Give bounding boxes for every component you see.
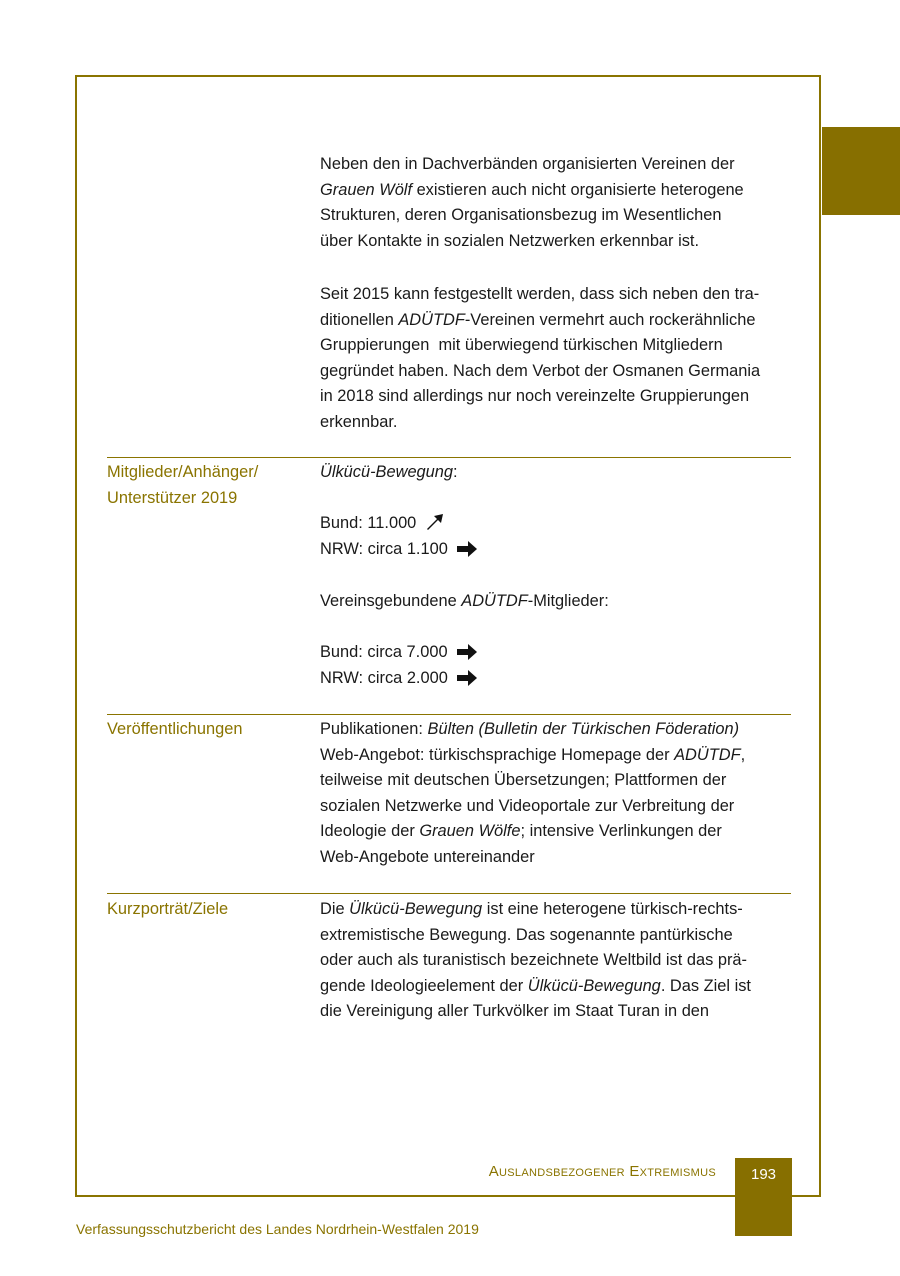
publications-text: Publikationen: Bülten (Bulletin der Türkischen Föderation) Web-Angebot: türkischsprachige Homepage der ADÜTDF, teilweise mit deutschen Übersetzungen; Plattformen der sozialen Netzwerke und Videoportale zur Verbreitung der Ideologie der Grauen Wölfe; intensive Verlinkungen der Web-Angebote untereinander <box>320 720 746 866</box>
bund-count-2: Bund: circa 7.000 <box>320 643 448 661</box>
intro-paragraph-1: Neben den in Dachverbänden organisierten Vereinen der Grauen Wölf existieren auch nicht organisierte heterogene Strukturen, deren Organisationsbezug im Wesentlichen über Kontakte in sozialen Netzwerken erkennbar ist. <box>320 155 744 250</box>
page-number: 193 <box>750 1166 777 1183</box>
italic-term: ADÜTDF <box>398 310 465 329</box>
nrw-count-2: NRW: circa 2.000 <box>320 668 448 687</box>
portrait-text: Die Ülkücü-Bewegung ist eine heterogene türkisch-rechts- extremistische Bewegung. Das sogenannte pantürkische oder auch als turanistisch bezeichnete Weltbild ist das prä- gende Ideologieelement der Ülkücü-Bewegung. Das Ziel ist die Vereinigung aller Turkvölker im Staat Turan in den <box>320 900 751 1021</box>
arrow-right-icon <box>456 670 478 686</box>
arrow-right-icon <box>456 644 478 660</box>
section-divider <box>107 714 791 715</box>
bund-count: Bund: 11.000 <box>320 514 417 532</box>
arrow-up-right-icon <box>425 513 445 531</box>
text-line: Neben den in Dachverbänden organisierten Vereinen der <box>320 155 735 173</box>
members-counts-2 <box>320 640 798 691</box>
footer-text: Verfassungsschutzbericht des Landes Nordrhein-Westfalen 2019 <box>76 1221 479 1237</box>
chapter-tab <box>822 127 900 215</box>
italic-term: Grauen Wölf <box>320 180 413 199</box>
members-counts <box>320 511 798 562</box>
members-subheading: Vereinsgebundene ADÜTDF-Mitglieder: <box>320 592 609 610</box>
portrait-label: Kurzporträt/Ziele <box>107 900 229 918</box>
publications-label: Veröffentlichungen <box>107 720 243 738</box>
members-label: Mitglieder/Anhänger/ Unterstützer 2019 <box>107 463 259 507</box>
section-divider <box>107 457 791 458</box>
nrw-count: NRW: circa 1.100 <box>320 539 448 558</box>
running-head: Auslandsbezogener Extremismus <box>488 1163 716 1180</box>
members-heading: Ülkücü-Bewegung: <box>320 463 458 481</box>
section-divider <box>107 893 791 894</box>
intro-paragraph-2: Seit 2015 kann festgestellt werden, dass sich neben den tra- ditionellen ADÜTDF-Vereinen vermehrt auch rockerähnliche Gruppierungen mit überwiegend türkischen Mitgliedern gegründet haben. Nach dem Verbot der Osmanen Germania in 2018 sind allerdings nur noch vereinzelte Gruppierungen erkennbar. <box>320 285 761 431</box>
arrow-right-icon <box>456 541 478 557</box>
